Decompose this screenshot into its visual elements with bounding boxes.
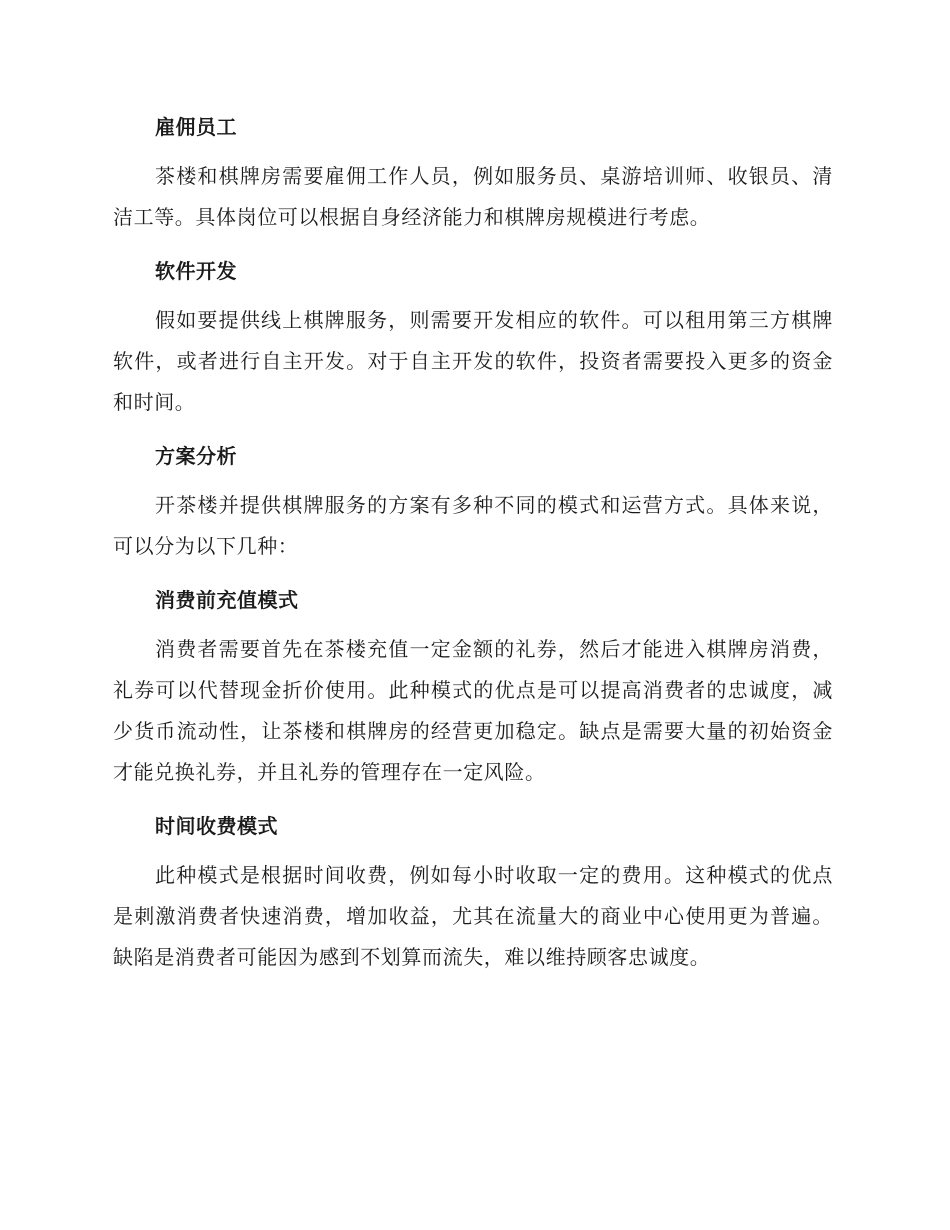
document-page [113, 108, 833, 978]
section-body-plan-analysis: 开茶楼并提供棋牌服务的方案有多种不同的模式和运营方式。具体来说，可以分为以下几种： [113, 493, 833, 558]
section-heading-plan-analysis: 方案分析 [155, 444, 237, 468]
section-body-hire-staff: 茶楼和棋牌房需要雇佣工作人员，例如服务员、桌游培训师、收银员、清洁工等。具体岗位可以根据自身经济能力和棋牌房规模进行考虑。 [113, 164, 833, 229]
section-heading-hire-staff: 雇佣员工 [155, 115, 237, 139]
section-body-time-billing-mode: 此种模式是根据时间收费，例如每小时收取一定的费用。这种模式的优点是刺激消费者快速消费，增加收益，尤其在流量大的商业中心使用更为普遍。缺陷是消费者可能因为感到不划算而流失，难以维持顾客忠诚度。 [113, 863, 833, 969]
section-heading-prepaid-mode: 消费前充值模式 [155, 588, 299, 612]
section-heading-software-dev: 软件开发 [155, 259, 237, 283]
section-body-prepaid-mode: 消费者需要首先在茶楼充值一定金额的礼券，然后才能进入棋牌房消费，礼券可以代替现金折价使用。此种模式的优点是可以提高消费者的忠诚度，减少货币流动性，让茶楼和棋牌房的经营更加稳定。缺点是需要大量的初始资金才能兑换礼券，并且礼券的管理存在一定风险。 [113, 637, 833, 784]
section-body-software-dev: 假如要提供线上棋牌服务，则需要开发相应的软件。可以租用第三方棋牌软件，或者进行自主开发。对于自主开发的软件，投资者需要投入更多的资金和时间。 [113, 308, 833, 414]
section-heading-time-billing-mode: 时间收费模式 [155, 814, 278, 838]
